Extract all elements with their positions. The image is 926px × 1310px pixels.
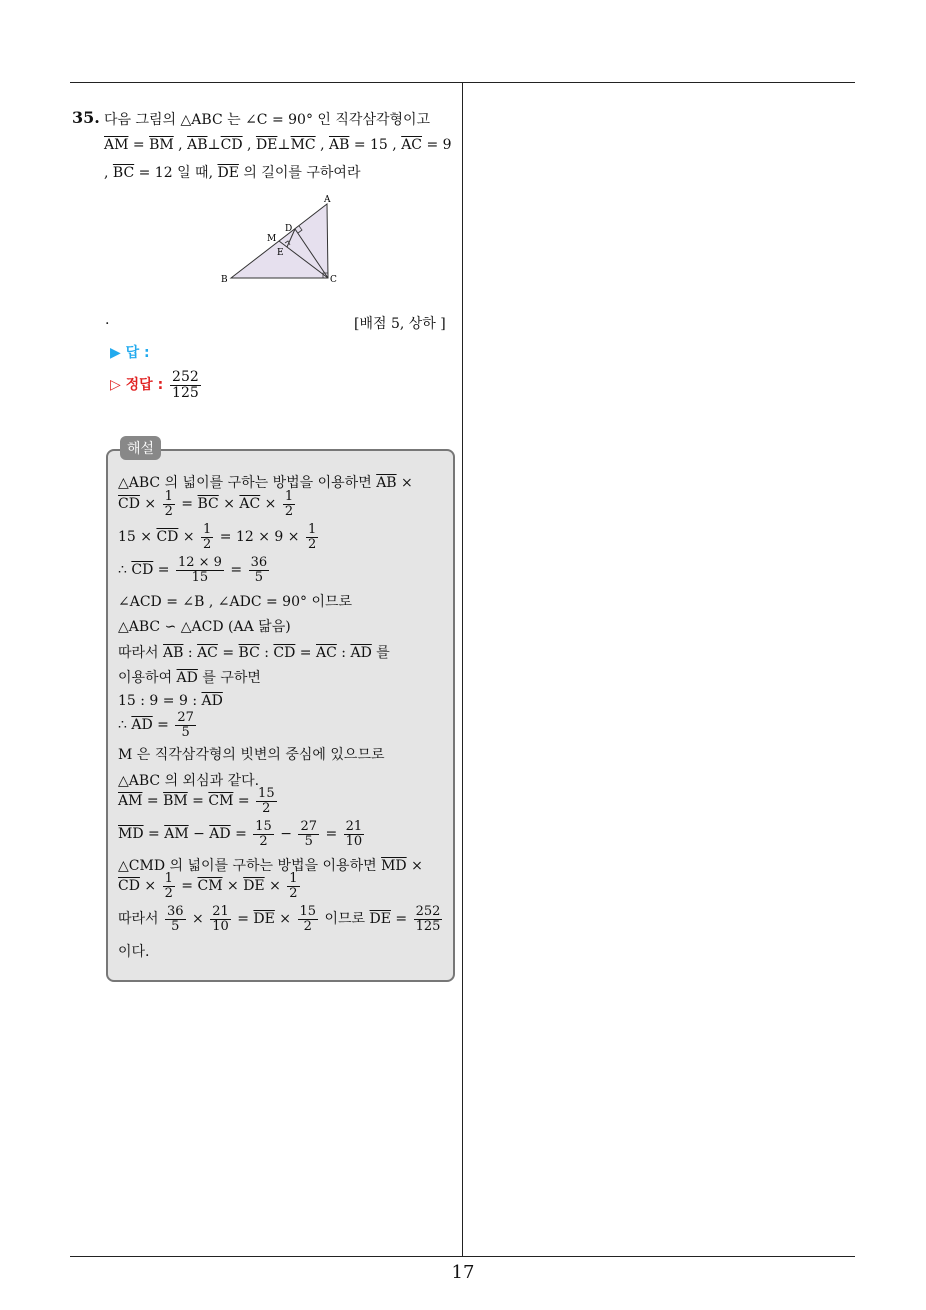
label-c: C — [330, 275, 337, 285]
solution-line-6: △ABC ∽ △ACD (AA 닮음) — [118, 619, 291, 635]
solution-line-14: $\overline{MD} = \overline{AM} - \overline{AD}$ = $\frac{15}{2}$ − $\frac{27}{5}$ = $\frac{21}{10}$ — [118, 819, 363, 849]
label-d: D — [285, 224, 293, 234]
answer-label: ▶ 답 : — [110, 345, 150, 361]
label-b: B — [221, 275, 228, 285]
solution-line-7: 따라서 $\overline{AB}$ : $\overline{AC} = \overline{BC}$ : $\overline{CD} = \overline{AC}$ : $\overline{AD}$ 를 — [118, 645, 390, 661]
solution-line-1: △ABC 의 넓이를 구하는 방법을 이용하면 $\overline{AB}$ × — [118, 475, 413, 491]
solution-line-15: △CMD 의 넓이를 구하는 방법을 이용하면 $\overline{MD}$ × — [118, 858, 423, 874]
label-e: E — [277, 248, 284, 258]
solution-line-2: $\overline{CD}$ × $\frac{1}{2}$ = $\overline{BC} \times \overline{AC}$ × $\frac{1}{2}$ — [118, 489, 294, 519]
triangle-figure — [215, 192, 345, 296]
correct-answer: ▷ 정답 : $\frac{252}{125}$ — [110, 369, 199, 401]
solution-line-11: M 은 직각삼각형의 빗변의 중심에 있으므로 — [118, 747, 385, 763]
score-note: [배점 5, 상하 ] — [354, 316, 446, 332]
solution-line-12: △ABC 의 외심과 같다. — [118, 773, 260, 789]
blank-dot: . — [105, 312, 110, 328]
solution-line-9: 15 : 9 = 9 : $\overline{AD}$ — [118, 693, 223, 709]
label-m: M — [267, 234, 277, 244]
question-line-2: $\overline{AM} = \overline{BM}$ , $\overline{AB}\perp\overline{CD}$ , $\overline{DE}\perp\overline{MC}$ , $\overline{AB} = 15$ , $\overline{AC} = 9$ — [104, 137, 452, 153]
solution-line-3: $15 \times \overline{CD}$ × $\frac{1}{2}$ = 12 × 9 × $\frac{1}{2}$ — [118, 522, 317, 552]
question-line-1: 다음 그림의 △ABC 는 ∠C = 90° 인 직각삼각형이고 — [104, 112, 431, 128]
solution-line-8: 이용하여 $\overline{AD}$ 를 구하면 — [118, 670, 261, 686]
solution-tag: 해설 — [120, 436, 161, 460]
bottom-rule — [70, 1256, 855, 1257]
solution-line-4: ∴ $\overline{CD}$ = $\frac{12 \times 9}{15}$ = $\frac{36}{5}$ — [118, 555, 268, 585]
solution-line-13: $\overline{AM} = \overline{BM} = \overline{CM}$ = $\frac{15}{2}$ — [118, 786, 275, 816]
question-number: 35. — [72, 108, 100, 127]
solution-line-16: $\overline{CD}$ × $\frac{1}{2}$ = $\overline{CM} \times \overline{DE}$ × $\frac{1}{2}$ — [118, 871, 298, 901]
solution-line-5: ∠ACD = ∠B , ∠ADC = 90° 이므로 — [118, 594, 353, 610]
page-number: 17 — [451, 1262, 475, 1283]
solution-line-18: 이다. — [118, 944, 150, 960]
label-a: A — [324, 195, 331, 205]
question-line-3: , $\overline{BC} = 12$ 일 때, $\overline{DE}$ 의 길이를 구하여라 — [104, 165, 361, 181]
column-divider — [462, 83, 463, 1256]
solution-line-17: 따라서 $\frac{36}{5}$ × $\frac{21}{10}$ = $\overline{DE}$ × $\frac{15}{2}$ 이므로 $\overline{DE}$ = $\frac{252}{125}$ — [118, 904, 441, 934]
solution-line-10: ∴ $\overline{AD}$ = $\frac{27}{5}$ — [118, 710, 194, 740]
